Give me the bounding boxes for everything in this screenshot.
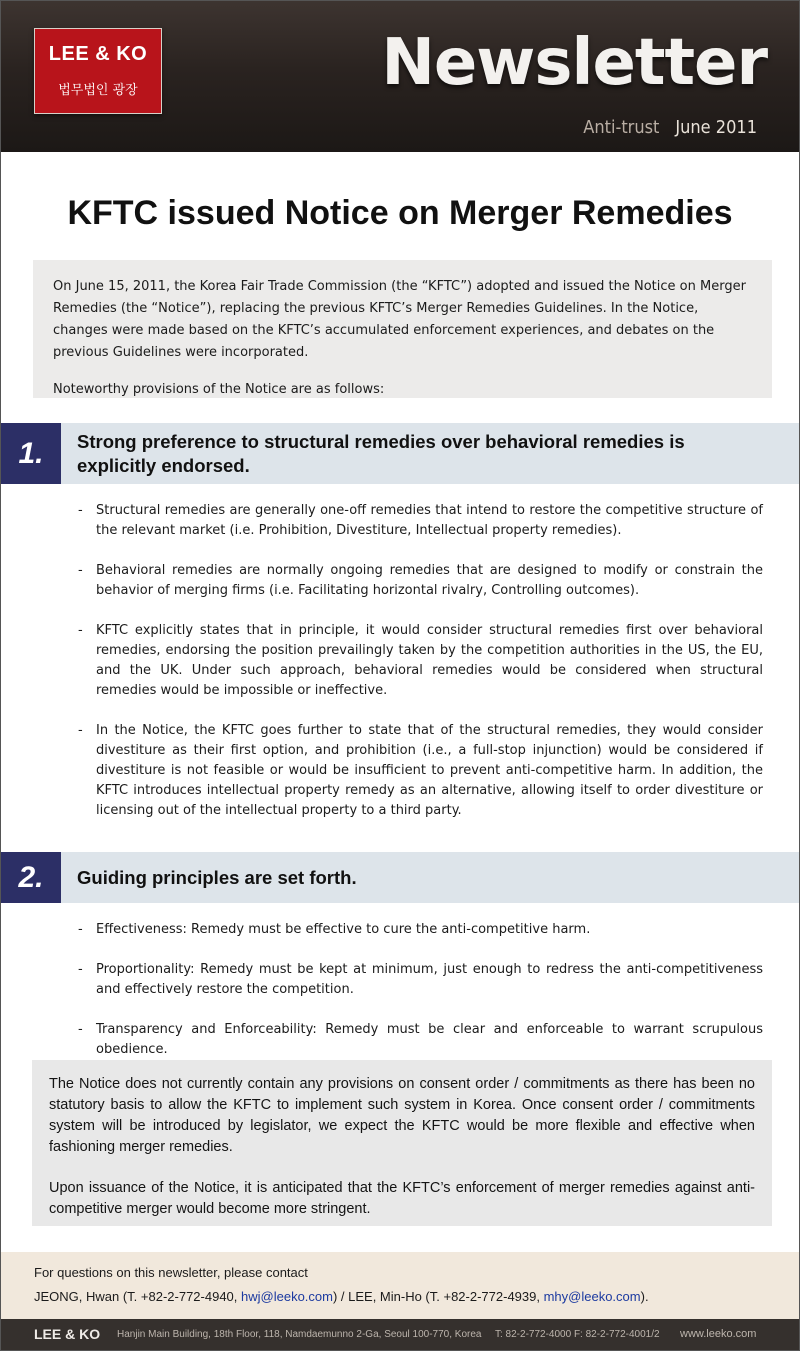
section-number: 2.	[1, 852, 61, 903]
section-1-bullets	[78, 501, 763, 821]
section-title: Strong preference to structural remedies over behavioral remedies is explicitly endorsed.	[77, 430, 685, 476]
issue-category: Anti-trust	[583, 117, 660, 138]
section-1-header	[1, 423, 800, 484]
intro-box	[33, 260, 772, 398]
list-item: - Behavioral remedies are normally ongoing remedies that are designed to modify or constrain the behavior of merging firms (i.e. Facilitating horizontal rivalry, Controlling outcomes).	[78, 563, 763, 598]
list-item: - Transparency and Enforceability: Remedy must be clear and enforceable to warrant scrupulous obedience.	[78, 1022, 763, 1057]
section-2-header	[1, 852, 800, 903]
contact-end: ).	[640, 1289, 649, 1304]
newsletter-title: Newsletter	[381, 26, 767, 100]
logo-text-en: LEE & KO	[48, 43, 148, 65]
contact-line	[34, 1289, 649, 1304]
issue-date: June 2011	[675, 117, 757, 138]
list-item: - Proportionality: Remedy must be kept at minimum, just enough to redress the anti-competitiveness and effectively restore the competition.	[78, 962, 763, 997]
footer	[1, 1319, 800, 1350]
list-item: - Structural remedies are generally one-off remedies that intend to restore the competitive structure of the relevant market (i.e. Prohibition, Divestiture, Intellectual property remedies).	[78, 503, 763, 538]
intro-lead-in: Noteworthy provisions of the Notice are as follows:	[53, 382, 385, 397]
section-title: Guiding principles are set forth.	[77, 866, 357, 888]
section-number: 1.	[1, 423, 61, 484]
list-item: - Effectiveness: Remedy must be effective to cure the anti-competitive harm.	[78, 922, 591, 937]
footer-logo: LEE & KO	[34, 1326, 101, 1342]
contact-bar	[1, 1252, 800, 1319]
newsletter-header	[1, 1, 799, 152]
conclusion-box	[32, 1060, 772, 1226]
logo-text-ko: 법무법인 광장	[58, 83, 138, 98]
list-item: - KFTC explicitly states that in principle, it would consider structural remedies first over behavioral remedies, endorsing the position prevailingly taken by the competition authorities in the US, the EU, and the UK. Under such approach, behavioral remedies would be considered when structural remedies would be impossible or ineffective.	[78, 623, 763, 698]
firm-logo[interactable]	[34, 28, 162, 114]
contact-separator: ) / LEE, Min-Ho (T. +82-2-772-4939,	[332, 1289, 544, 1304]
list-item: - In the Notice, the KFTC goes further to state that of the structural remedies, they would consider divestiture as their first option, and prohibition (i.e., a full-stop injunction) would be considered if divestiture is not feasible or would be insufficient to prevent anti-competitive harm. In addition, the KFTC introduces intellectual property remedy as an alternative, allowing itself to order divestiture or licensing out of the intellectual property to a third party.	[78, 723, 763, 818]
contact-jeong: JEONG, Hwan (T. +82-2-772-4940,	[34, 1289, 242, 1304]
issue-info	[583, 117, 757, 138]
article-title: KFTC issued Notice on Merger Remedies	[67, 194, 733, 232]
footer-phone: T: 82-2-772-4000 F: 82-2-772-4001/2	[495, 1329, 660, 1340]
conclusion-paragraph: Upon issuance of the Notice, it is anticipated that the KFTC’s enforcement of merger remedies against anti-competitive merger would become more stringent.	[49, 1180, 755, 1217]
footer-website[interactable]: www.leeko.com	[680, 1328, 757, 1340]
intro-paragraph: On June 15, 2011, the Korea Fair Trade Commission (the “KFTC”) adopted and issued the Notice on Merger Remedies (the “Notice”), replacing the previous KFTC’s Merger Remedies Guidelines. In the Notice, changes were made based on the KFTC’s accumulated enforcement experiences, and debates on the previous Guidelines were incorporated.	[53, 279, 746, 360]
conclusion-paragraph: The Notice does not currently contain any provisions on consent order / commitments as there has been no statutory basis to allow the KFTC to implement such system in Korea. Once consent order / commitments system will be introduced by legislator, we expect the KFTC would be more flexible and effective when fashioning merger remedies.	[49, 1076, 755, 1155]
contact-intro: For questions on this newsletter, please contact	[34, 1265, 308, 1280]
section-2-bullets	[78, 920, 763, 1060]
email-link-jeong[interactable]: hwj@leeko.com	[241, 1289, 333, 1304]
footer-address: Hanjin Main Building, 18th Floor, 118, Namdaemunno 2-Ga, Seoul 100-770, Korea	[117, 1329, 482, 1340]
email-link-lee[interactable]: mhy@leeko.com	[543, 1289, 641, 1304]
